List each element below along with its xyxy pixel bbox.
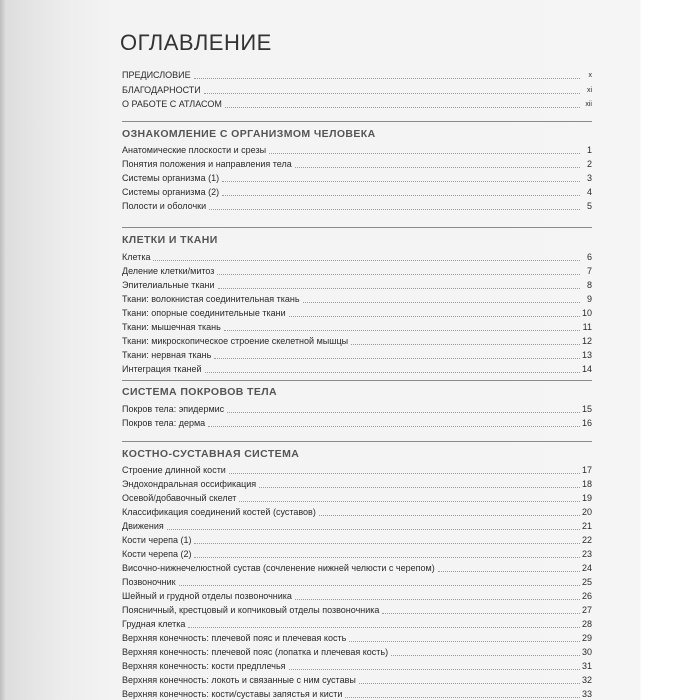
- toc-entry[interactable]: [122, 250, 592, 263]
- dot-leader: [303, 302, 580, 303]
- toc-entry-page: 21: [581, 521, 592, 531]
- toc-entry-title: Системы организма (2): [122, 187, 220, 197]
- toc-entry-page: 27: [581, 605, 592, 615]
- page-binding-edge: [0, 0, 6, 700]
- toc-entry[interactable]: [122, 362, 592, 375]
- dot-leader: [153, 260, 580, 261]
- toc-entry-page: 23: [581, 549, 592, 559]
- toc-entry-title: О РАБОТЕ С АТЛАСОМ: [122, 99, 222, 109]
- dot-leader: [208, 426, 580, 427]
- toc-entry-page: 33: [581, 689, 592, 699]
- section-divider: [122, 121, 592, 122]
- toc-entry[interactable]: [122, 143, 592, 156]
- dot-leader: [179, 585, 580, 586]
- toc-entry[interactable]: [122, 603, 592, 616]
- toc-entry-page: 10: [581, 308, 592, 318]
- toc-entry-title: Височно-нижнечелюстной сустав (сочленение нижней челюсти с черепом): [122, 563, 435, 573]
- toc-entry-page: 3: [586, 173, 592, 183]
- toc-entry[interactable]: [122, 659, 592, 672]
- dot-leader: [229, 473, 580, 474]
- toc-entry-page: xii: [585, 101, 592, 108]
- toc-entry-page: 25: [581, 577, 592, 587]
- section-divider: [122, 227, 592, 228]
- toc-entry-title: Верхняя конечность: кости предплечья: [122, 661, 286, 671]
- toc-entry-title: Полости и оболочки: [122, 201, 207, 211]
- toc-entry-page: 14: [581, 364, 592, 374]
- toc-entry[interactable]: [122, 306, 592, 319]
- toc-entry[interactable]: [122, 491, 592, 504]
- toc-entry-title: Понятия положения и направления тела: [122, 159, 292, 169]
- toc-entry-page: 29: [581, 633, 592, 643]
- toc-entry[interactable]: [122, 533, 592, 546]
- toc-entry[interactable]: [122, 561, 592, 574]
- toc-entry-page: x: [588, 72, 592, 79]
- toc-entry-page: 5: [586, 201, 592, 211]
- toc-entry[interactable]: [122, 645, 592, 658]
- toc-entry[interactable]: [122, 264, 592, 277]
- toc-entry-page: 30: [581, 647, 592, 657]
- toc-entry[interactable]: [122, 477, 592, 490]
- toc-entry[interactable]: [122, 617, 592, 630]
- toc-entry[interactable]: [122, 97, 592, 110]
- dot-leader: [391, 655, 580, 656]
- toc-entry-page: 16: [581, 418, 592, 428]
- dot-leader: [218, 288, 580, 289]
- toc-entry-page: 18: [581, 479, 592, 489]
- toc-entry-title: Ткани: микроскопическое строение скелетной мышцы: [122, 336, 349, 346]
- toc-entry-title: Шейный и грудной отделы позвоночника: [122, 591, 292, 601]
- toc-entry-title: Эпителиальные ткани: [122, 280, 215, 290]
- toc-entry[interactable]: [122, 631, 592, 644]
- toc-entry-title: Системы организма (1): [122, 173, 220, 183]
- toc-entry-title: Ткани: мышечная ткань: [122, 322, 221, 332]
- toc-entry[interactable]: [122, 402, 592, 415]
- dot-leader: [349, 641, 580, 642]
- toc-entry[interactable]: [122, 547, 592, 560]
- toc-entry-title: Классификация соединений костей (суставов): [122, 507, 316, 517]
- dot-leader: [259, 487, 580, 488]
- dot-leader: [194, 78, 580, 79]
- dot-leader: [359, 683, 580, 684]
- toc-entry-page: 31: [581, 661, 592, 671]
- dot-leader: [209, 209, 580, 210]
- toc-entry[interactable]: [122, 673, 592, 686]
- toc-entry-title: Верхняя конечность: локоть и связанные с ним суставы: [122, 675, 356, 685]
- toc-entry-title: Строение длинной кости: [122, 465, 226, 475]
- dot-leader: [438, 571, 580, 572]
- dot-leader: [194, 543, 580, 544]
- toc-entry-page: 24: [581, 563, 592, 573]
- toc-entry[interactable]: [122, 519, 592, 532]
- toc-entry-page: 7: [586, 266, 592, 276]
- toc-entry[interactable]: [122, 199, 592, 212]
- dot-leader: [295, 599, 580, 600]
- toc-entry-page: 6: [586, 252, 592, 262]
- toc-entry-title: Грудная клетка: [122, 619, 186, 629]
- toc-entry[interactable]: [122, 292, 592, 305]
- toc-entry-title: Ткани: опорные соединительные ткани: [122, 308, 286, 318]
- dot-leader: [222, 181, 580, 182]
- section-heading: КЛЕТКИ И ТКАНИ: [122, 234, 218, 246]
- toc-entry-title: Осевой/добавочный скелет: [122, 493, 237, 503]
- toc-entry[interactable]: [122, 185, 592, 198]
- toc-entry-page: 1: [586, 145, 592, 155]
- toc-entry-page: 19: [581, 493, 592, 503]
- toc-entry-title: Верхняя конечность: плечевой пояс и плечевая кость: [122, 633, 347, 643]
- toc-entry-page: 22: [581, 535, 592, 545]
- toc-entry-title: Кости черепа (2): [122, 549, 192, 559]
- toc-entry-title: БЛАГОДАРНОСТИ: [122, 85, 201, 95]
- section-divider: [122, 380, 592, 381]
- toc-entry-title: Интеграция тканей: [122, 364, 202, 374]
- toc-entry[interactable]: [122, 68, 592, 81]
- toc-entry-page: 32: [581, 675, 592, 685]
- toc-entry[interactable]: [122, 463, 592, 476]
- section-heading: ОЗНАКОМЛЕНИЕ С ОРГАНИЗМОМ ЧЕЛОВЕКА: [122, 128, 376, 140]
- toc-entry-title: Анатомические плоскости и срезы: [122, 145, 267, 155]
- toc-entry-title: Кости черепа (1): [122, 535, 192, 545]
- toc-entry-title: Ткани: волокнистая соединительная ткань: [122, 294, 300, 304]
- toc-entry-page: 9: [586, 294, 592, 304]
- toc-entry-page: 8: [586, 280, 592, 290]
- toc-entry-title: Эндохондральная оссификация: [122, 479, 257, 489]
- toc-entry-page: 2: [586, 159, 592, 169]
- toc-entry[interactable]: [122, 278, 592, 291]
- toc-entry-title: Верхняя конечность: плечевой пояс (лопатка и плечевая кость): [122, 647, 389, 657]
- toc-entry[interactable]: [122, 505, 592, 518]
- dot-leader: [351, 344, 580, 345]
- toc-entry-page: 13: [581, 350, 592, 360]
- toc-entry[interactable]: [122, 589, 592, 602]
- dot-leader: [214, 358, 580, 359]
- dot-leader: [222, 195, 580, 196]
- dot-leader: [295, 167, 580, 168]
- toc-entry[interactable]: [122, 171, 592, 184]
- toc-entry-page: 15: [581, 404, 592, 414]
- toc-entry-title: ПРЕДИСЛОВИЕ: [122, 70, 191, 80]
- section-heading: СИСТЕМА ПОКРОВОВ ТЕЛА: [122, 386, 278, 398]
- toc-entry[interactable]: [122, 416, 592, 429]
- toc-entry-page: 26: [581, 591, 592, 601]
- section-heading: КОСТНО-СУСТАВНАЯ СИСТЕМА: [122, 448, 300, 460]
- dot-leader: [194, 557, 580, 558]
- toc-entry-title: Движения: [122, 521, 164, 531]
- toc-entry-title: Деление клетки/митоз: [122, 266, 215, 276]
- dot-leader: [167, 529, 580, 530]
- toc-entry[interactable]: [122, 348, 592, 361]
- section-divider: [122, 441, 592, 442]
- toc-entry-page: xi: [586, 87, 592, 94]
- toc-entry-page: 20: [581, 507, 592, 517]
- dot-leader: [289, 669, 580, 670]
- toc-entry-title: Покров тела: эпидермис: [122, 404, 225, 414]
- dot-leader: [205, 372, 580, 373]
- toc-entry-page: 17: [581, 465, 592, 475]
- toc-entry-page: 12: [581, 336, 592, 346]
- dot-leader: [204, 93, 580, 94]
- toc-entry-title: Клетка: [122, 252, 151, 262]
- toc-entry-page: 11: [582, 322, 592, 332]
- dot-leader: [217, 274, 580, 275]
- toc-entry[interactable]: [122, 157, 592, 170]
- dot-leader: [239, 501, 580, 502]
- toc-entry-title: Поясничный, крестцовый и копчиковый отделы позвоночника: [122, 605, 380, 615]
- toc-entry-page: 4: [586, 187, 592, 197]
- dot-leader: [289, 316, 580, 317]
- dot-leader: [225, 107, 580, 108]
- toc-entry[interactable]: [122, 687, 592, 700]
- dot-leader: [224, 330, 580, 331]
- toc-entry[interactable]: [122, 575, 592, 588]
- dot-leader: [227, 412, 580, 413]
- toc-entry-title: Покров тела: дерма: [122, 418, 206, 428]
- toc-entry-page: 28: [581, 619, 592, 629]
- page-title: ОГЛАВЛЕНИЕ: [120, 30, 272, 55]
- dot-leader: [345, 697, 580, 698]
- toc-entry-title: Позвоночник: [122, 577, 176, 587]
- toc-entry[interactable]: [122, 334, 592, 347]
- dot-leader: [269, 153, 580, 154]
- dot-leader: [382, 613, 580, 614]
- toc-entry-title: Верхняя конечность: кости/суставы запястья и кисти: [122, 689, 343, 699]
- toc-entry[interactable]: [122, 320, 592, 333]
- toc-entry[interactable]: [122, 83, 592, 96]
- dot-leader: [319, 515, 580, 516]
- dot-leader: [188, 627, 580, 628]
- toc-entry-title: Ткани: нервная ткань: [122, 350, 212, 360]
